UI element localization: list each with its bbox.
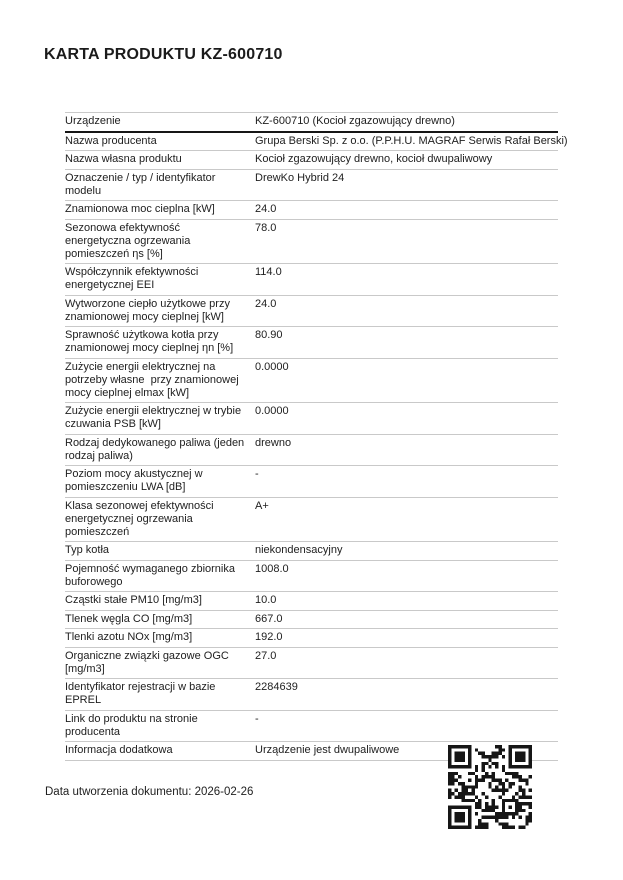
spec-label: Zużycie energii elektrycznej w trybie czuwania PSB [kW] [65, 405, 245, 430]
table-row [65, 679, 558, 711]
table-row [65, 711, 558, 743]
table-row [65, 296, 558, 328]
spec-label: Sprawność użytkowa kotła przy znamionowej mocy cieplnej ηn [%] [65, 329, 234, 354]
table-row [65, 435, 558, 467]
table-row [65, 403, 558, 435]
spec-label: Zużycie energii elektrycznej na potrzeby własne przy znamionowej mocy cieplnej elmax [kW] [65, 360, 242, 399]
spec-value: niekondensacyjny [255, 544, 343, 556]
spec-value: DrewKo Hybrid 24 [255, 171, 345, 184]
spec-label: Rodzaj dedykowanego paliwa (jeden rodzaj paliwa) [65, 436, 248, 462]
spec-label: Organiczne związki gazowe OGC [mg/m3] [65, 649, 232, 675]
table-row [65, 113, 558, 133]
spec-value: Urządzenie jest dwupaliwowe [255, 744, 400, 756]
product-spec-table [65, 112, 568, 761]
spec-value: 667.0 [255, 612, 283, 625]
document-creation-date: Data utworzenia dokumentu: 2026-02-26 [45, 786, 254, 798]
table-row [65, 611, 558, 630]
spec-label: Cząstki stałe PM10 [mg/m3] [65, 594, 202, 606]
table-row [65, 151, 558, 170]
spec-value: 24.0 [255, 297, 277, 310]
table-row [65, 220, 558, 265]
spec-label: Poziom mocy akustycznej w pomieszczeniu LWA [dB] [65, 468, 206, 493]
table-row [65, 133, 568, 152]
spec-label: Nazwa producenta [65, 134, 157, 147]
table-row [65, 592, 558, 611]
spec-value: 27.0 [255, 649, 277, 662]
table-row [65, 561, 558, 593]
spec-value: A+ [255, 499, 269, 512]
spec-label: Sezonowa efektywność energetyczna ogrzewania pomieszczeń ηs [%] [65, 221, 194, 260]
qr-code-icon [448, 745, 532, 829]
spec-value: 80.90 [255, 329, 283, 341]
table-row [65, 498, 558, 543]
table-row [65, 466, 558, 498]
spec-label: Tlenek węgla CO [mg/m3] [65, 612, 193, 625]
table-row [65, 201, 558, 220]
spec-value: Grupa Berski Sp. z o.o. (P.P.H.U. MAGRAF Serwis Rafał Berski) [255, 134, 568, 147]
spec-label: Typ kotła [65, 544, 110, 556]
spec-value: 24.0 [255, 203, 277, 215]
table-row [65, 264, 558, 296]
table-row [65, 327, 558, 359]
spec-label: Znamionowa moc cieplna [kW] [65, 203, 215, 215]
spec-label: Tlenki azotu NOx [mg/m3] [65, 631, 193, 643]
spec-label: Link do produktu na stronie producenta [65, 712, 201, 738]
spec-value: 78.0 [255, 221, 277, 234]
table-row [65, 648, 558, 680]
spec-label: Urządzenie [65, 115, 121, 127]
spec-label: Klasa sezonowej efektywności energetycznej ogrzewania pomieszczeń [65, 499, 217, 538]
spec-label: Identyfikator rejestracji w bazie EPREL [65, 681, 219, 706]
table-row [65, 629, 558, 648]
spec-value: 192.0 [255, 631, 283, 643]
spec-value: drewno [255, 436, 292, 449]
spec-label: Wytworzone ciepło użytkowe przy znamionowej mocy cieplnej [kW] [65, 297, 234, 323]
spec-label: Oznaczenie / typ / identyfikator modelu [65, 171, 219, 197]
page-title: KARTA PRODUKTU KZ-600710 [44, 46, 283, 63]
spec-value: - [255, 468, 259, 480]
spec-label: Współczynnik efektywności energetycznej EEI [65, 266, 202, 291]
spec-label: Nazwa własna produktu [65, 153, 182, 165]
spec-value: 2284639 [255, 681, 298, 693]
spec-value: 1008.0 [255, 562, 289, 575]
spec-value: 0.0000 [255, 360, 289, 373]
spec-value: 0.0000 [255, 405, 289, 417]
spec-value: 10.0 [255, 594, 277, 606]
spec-value: 114.0 [255, 266, 282, 278]
spec-value: - [255, 712, 259, 725]
spec-label: Informacja dodatkowa [65, 744, 173, 756]
spec-value: KZ-600710 (Kocioł zgazowujący drewno) [255, 115, 455, 127]
spec-label: Pojemność wymaganego zbiornika buforowego [65, 562, 239, 588]
table-row [65, 359, 558, 404]
table-row [65, 542, 558, 561]
spec-value: Kocioł zgazowujący drewno, kocioł dwupaliwowy [255, 153, 493, 165]
table-row [65, 170, 558, 202]
